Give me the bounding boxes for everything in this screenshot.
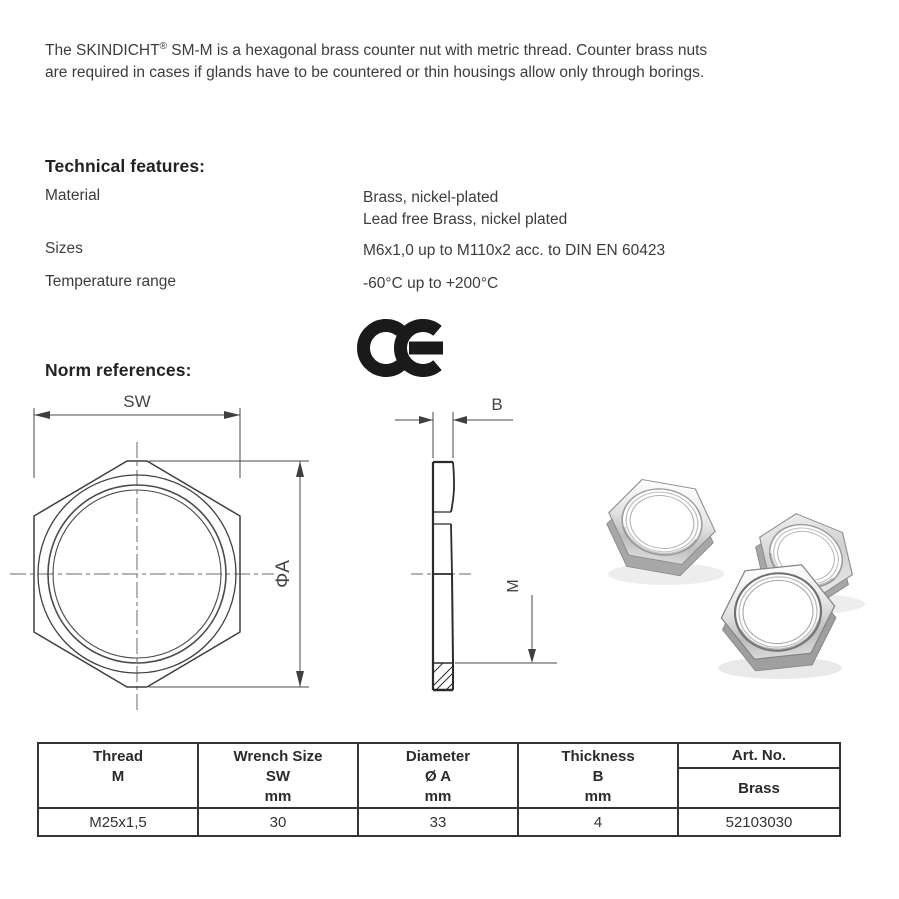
col-header-wrench-size [199,744,359,809]
intro-paragraph [45,40,713,84]
spec-table [37,742,841,837]
col-diameter-line3: mm [424,788,452,805]
material-line-2: Lead free Brass, nickel plated [363,211,568,228]
col-header-diameter [359,744,519,809]
col-wrench-line1: Wrench Size [233,748,323,765]
art-no-material: Brass [738,779,780,797]
brand-name: SKINDICHT [76,41,160,59]
dim-label-sw: SW [123,392,151,411]
feature-value-temperature: -60°C up to +200°C [363,275,499,292]
side-view-drawing [385,390,577,726]
norm-references-heading: Norm references: [45,359,192,380]
technical-features-heading: Technical features: [45,155,206,176]
dim-label-b: B [491,395,503,414]
material-line-1: Brass, nickel-plated [363,189,499,206]
col-header-thread [39,744,199,809]
cell-diameter-value: 33 [359,809,519,835]
art-no-label: Art. No. [679,744,839,769]
feature-label-sizes: Sizes [45,240,83,257]
registered-mark: ® [159,40,167,52]
col-thread-line2: M [111,768,125,785]
feature-label-temperature: Temperature range [45,273,176,290]
hex-nut-1 [600,475,722,581]
dim-label-m: M [505,579,522,593]
intro-text: SM-M is a hexagonal brass counter nut with metric thread. Counter brass nuts are required in cases if glands have to be countered or thin housings allow only through borings. [45,41,708,81]
dim-label-phi-a: ΦA [273,560,294,588]
cell-thickness-value: 4 [519,809,679,835]
col-thickness-line3: mm [584,788,612,805]
feature-label-material: Material [45,187,101,204]
cell-art-no-value: 52103030 [725,813,793,831]
ce-mark-icon [357,316,452,380]
feature-value-sizes: M6x1,0 up to M110x2 acc. to DIN EN 60423 [363,242,666,259]
col-wrench-line2: SW [265,768,291,785]
cell-thread-value: M25x1,5 [39,809,199,835]
feature-value-material [363,187,567,231]
intro-pre: The [45,41,72,59]
front-view-drawing [8,390,320,724]
col-diameter-line2: Ø A [424,768,452,785]
col-diameter-line1: Diameter [405,748,471,765]
col-wrench-line3: mm [264,788,292,805]
col-thickness-line1: Thickness [561,748,635,765]
cell-wrench-value: 30 [199,809,359,835]
col-header-art-no [679,744,839,809]
col-thread-line1: Thread [92,748,143,765]
product-photo [582,452,894,708]
col-thickness-line2: B [592,768,604,785]
col-header-thickness [519,744,679,809]
